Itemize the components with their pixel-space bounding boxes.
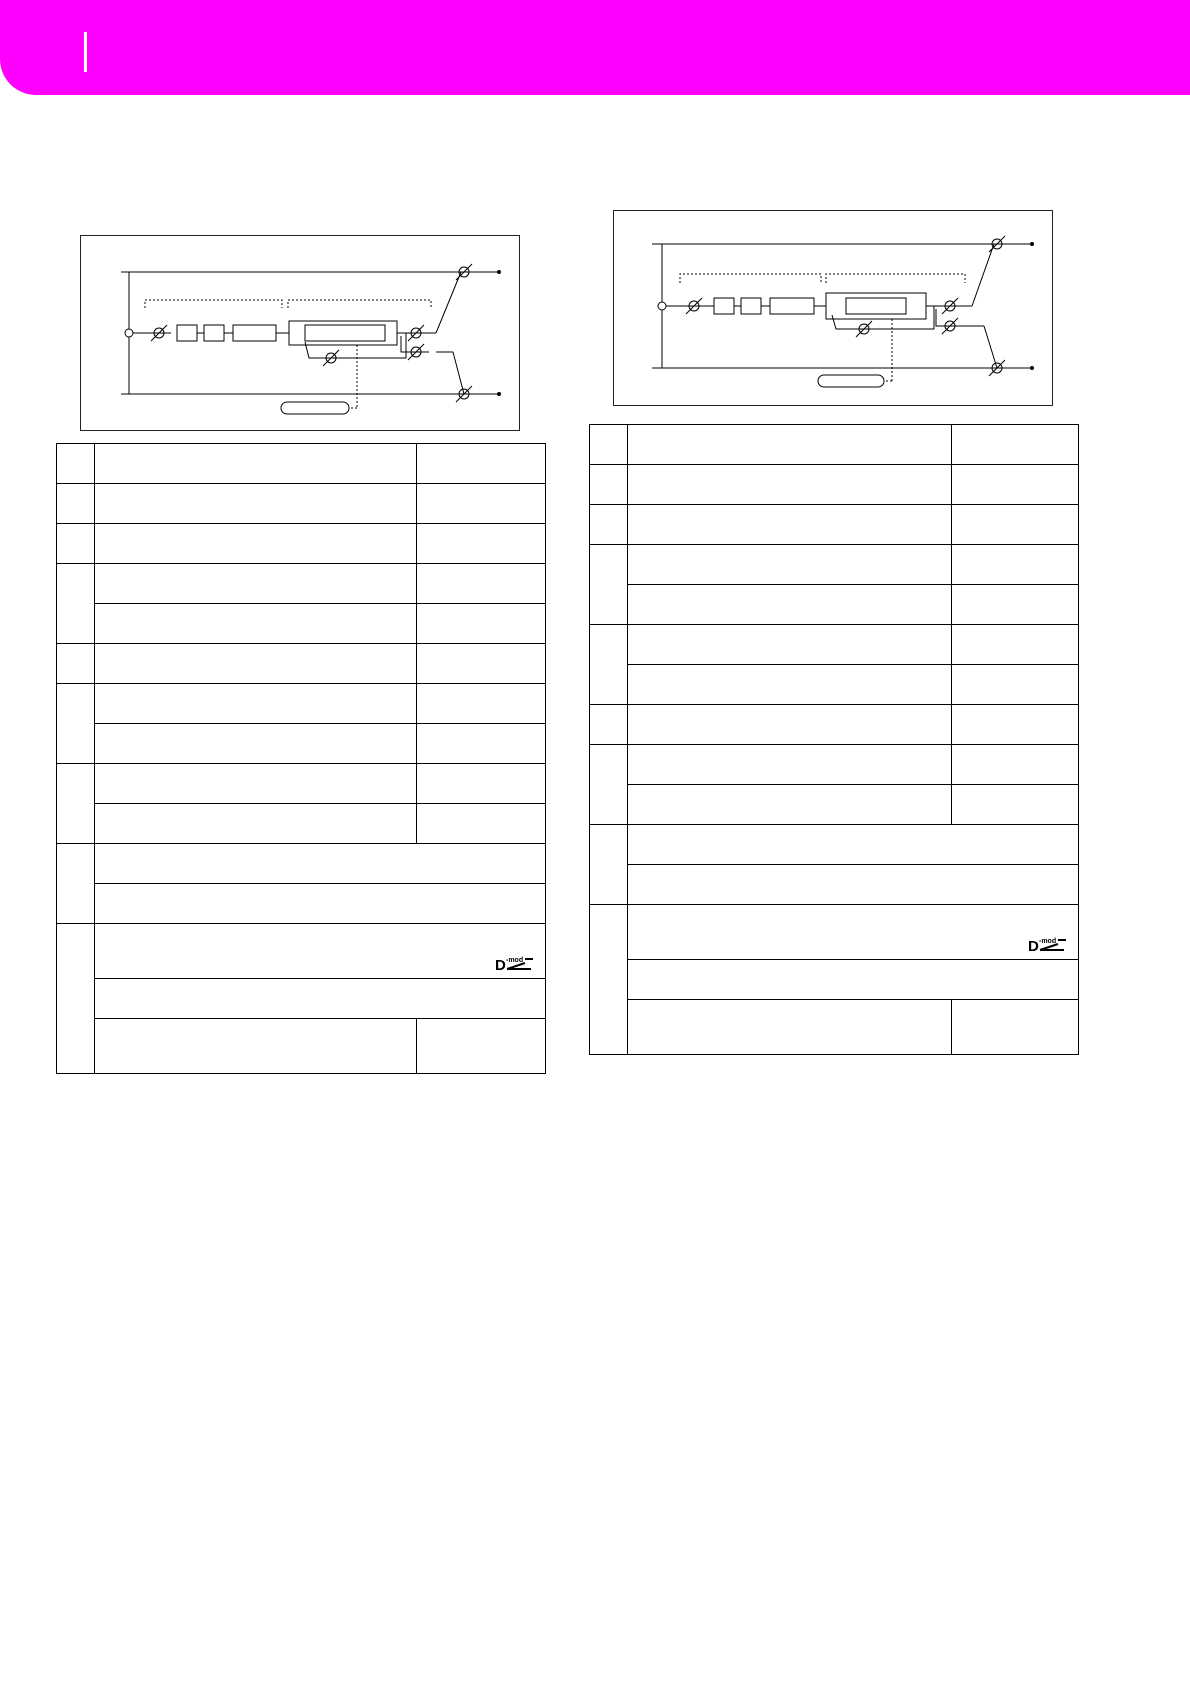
table-row <box>590 665 1079 705</box>
table-row <box>590 960 1079 1000</box>
table-row <box>57 884 546 924</box>
table-row <box>590 785 1079 825</box>
table-row <box>590 545 1079 585</box>
table-row <box>57 644 546 684</box>
table-row <box>590 505 1079 545</box>
svg-text:D: D <box>495 957 506 973</box>
table-row <box>590 825 1079 865</box>
table-row <box>590 585 1079 625</box>
table-row <box>590 705 1079 745</box>
table-row <box>590 865 1079 905</box>
table-row <box>590 745 1079 785</box>
block-diagram-left <box>80 235 520 431</box>
table-row <box>57 524 546 564</box>
svg-text:-mod: -mod <box>1039 938 1057 945</box>
parameter-table-right <box>589 424 1079 1055</box>
table-row <box>590 465 1079 505</box>
table-row <box>57 724 546 764</box>
table-row <box>57 804 546 844</box>
table-row <box>590 625 1079 665</box>
table-row <box>590 1000 1079 1055</box>
table-row <box>57 484 546 524</box>
header-rule <box>84 32 87 72</box>
dmod-icon <box>628 936 1078 959</box>
table-row <box>57 1019 546 1074</box>
table-row <box>57 844 546 884</box>
table-row <box>57 444 546 484</box>
table-row <box>57 604 546 644</box>
table-row <box>590 905 1079 960</box>
table-row <box>57 764 546 804</box>
table-row <box>57 564 546 604</box>
dmod-icon <box>95 955 545 978</box>
table-row <box>590 425 1079 465</box>
table-row <box>57 979 546 1019</box>
table-row <box>57 924 546 979</box>
svg-text:-mod: -mod <box>506 957 524 964</box>
block-diagram-right <box>613 210 1053 406</box>
table-row <box>57 684 546 724</box>
header-band <box>0 0 1190 95</box>
svg-text:D: D <box>1028 938 1039 954</box>
parameter-table-left <box>56 443 546 1074</box>
